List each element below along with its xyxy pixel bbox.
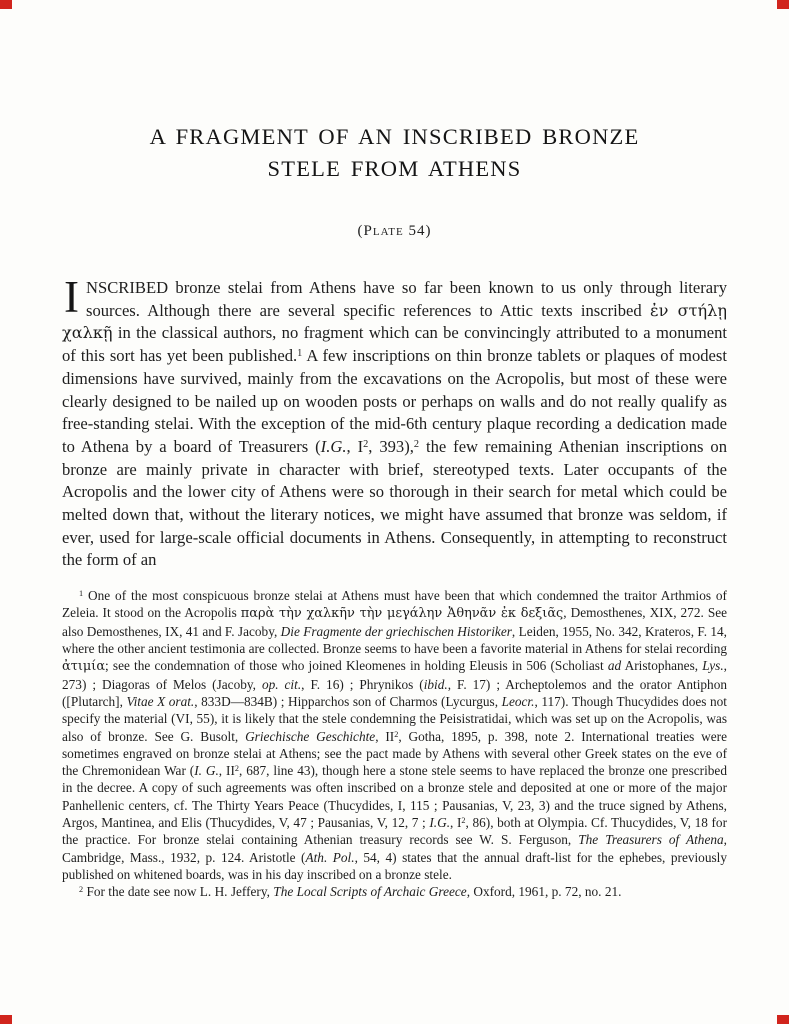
body-paragraph-text: NSCRIBED bronze stelai from Athens have so far been known to us only through literary sources. Although there are several specific references to Attic texts inscribed ἐν στήλῃ χαλκῇ in the classical authors, no fragment which can be convincingly attributed to a monument of this sort has yet been published.$^1$ A few inscriptions on thin bronze tablets or plaques of modest dimensions have survived, mainly from the excavations on the Acropolis, but most of these were clearly designed to be nailed up on wooden posts or perhaps on walls and do not really qualify as free-standing stelai. With the exception of the mid-6th century plaque recording a dedication made to Athena by a board of Treasurers (I.G., $I^2$, 393),$^2$ the few remaining Athenian inscriptions on bronze are mainly private in character with brief, stereotyped texts. Later occupants of the Acropolis and the lower city of Athens were so thorough in their search for metal which could be melted down that, without the literary notices, we might have assumed that bronze was seldom, if ever, used for large-scale official documents in Athens. Consequently, in attempting to reconstruct the form of an xyxy=(62,278,727,570)
article-title-line-2: STELE FROM ATHENS xyxy=(267,156,522,181)
drop-cap: I xyxy=(64,272,79,322)
corner-mark-bottom-left xyxy=(0,1015,12,1024)
corner-mark-top-right xyxy=(777,0,789,9)
corner-mark-top-left xyxy=(0,0,12,9)
plate-reference: (Plate 54) xyxy=(357,223,432,239)
article-title xyxy=(62,121,727,185)
article-title-line-1: A FRAGMENT OF AN INSCRIBED BRONZE xyxy=(149,124,640,149)
footnote-1: $^1$ One of the most conspicuous bronze stelai at Athens must have been that which condemned the traitor Arthmios of Zeleia. It stood on the Acropolis παρὰ τὴν χαλκῆν τὴν μεγάλην Ἀθηνᾶν ἐκ δεξιᾶς, Demosthenes, XIX, 272. See also Demosthenes, IX, 41 and F. Jacoby, Die Fragmente der griechischen Historiker, Leiden, 1955, No. 342, Krateros, F. 14, where the other ancient testimonia are collected. Bronze seems to have been a favorite material in Athens for stelai recording ἀτιμία; see the condemnation of those who joined Kleomenes in holding Eleusis in 506 (Scholiast ad Aristophanes, Lys., 273) ; Diagoras of Melos (Jacoby, op. cit., F. 16) ; Phrynikos (ibid., F. 17) ; Archeptolemos and the orator Antiphon ([Plutarch], Vitae X orat., 833D—834B) ; Hipparchos son of Charmos (Lycurgus, Leocr., 117). Though Thucydides does not specify the material (VI, 55), it is likely that the stele condemning the Peisistratidai, which was set up on the Acropolis, was also of bronze. See G. Busolt, Griechische Geschichte, $II^2$, Gotha, 1895, p. 398, note 2. International treaties were sometimes engraved on bronze stelai at Athens; see the pact made by Athens with several other Greek states on the eve of the Chremonidean War (I. G., $II^2$, 687, line 43), though here a stone stele seems to have replaced the bronze one prescribed in the decree. A copy of such agreements was often inscribed on a bronze stele and deposited at one or more of the major Panhellenic centers, cf. The Thirty Years Peace (Thucydides, I, 115 ; Pausanias, V, 23, 3) and the truce signed by Athens, Argos, Mantinea, and Elis (Thucydides, V, 47 ; Pausanias, V, 12, 7 ; I.G., $I^2$, 86), both at Olympia. Cf. Thucydides, V, 18 for the practice. For bronze stelai containing Athenian treasury records see W. S. Ferguson, The Treasurers of Athena, Cambridge, Mass., 1932, p. 124. Aristotle (Ath. Pol., 54, 4) states that the annual draft-list for the ephebes, previously published on whitened boards, was in his day inscribed on a bronze stele. xyxy=(62,588,728,882)
corner-mark-bottom-right xyxy=(777,1015,789,1024)
article-content xyxy=(62,121,727,900)
footnotes-section xyxy=(62,587,727,900)
body-paragraph xyxy=(62,272,727,572)
footnote-2: $^2$ For the date see now L. H. Jeffery, The Local Scripts of Archaic Greece, Oxford, 1961, p. 72, no. 21. xyxy=(79,884,622,900)
